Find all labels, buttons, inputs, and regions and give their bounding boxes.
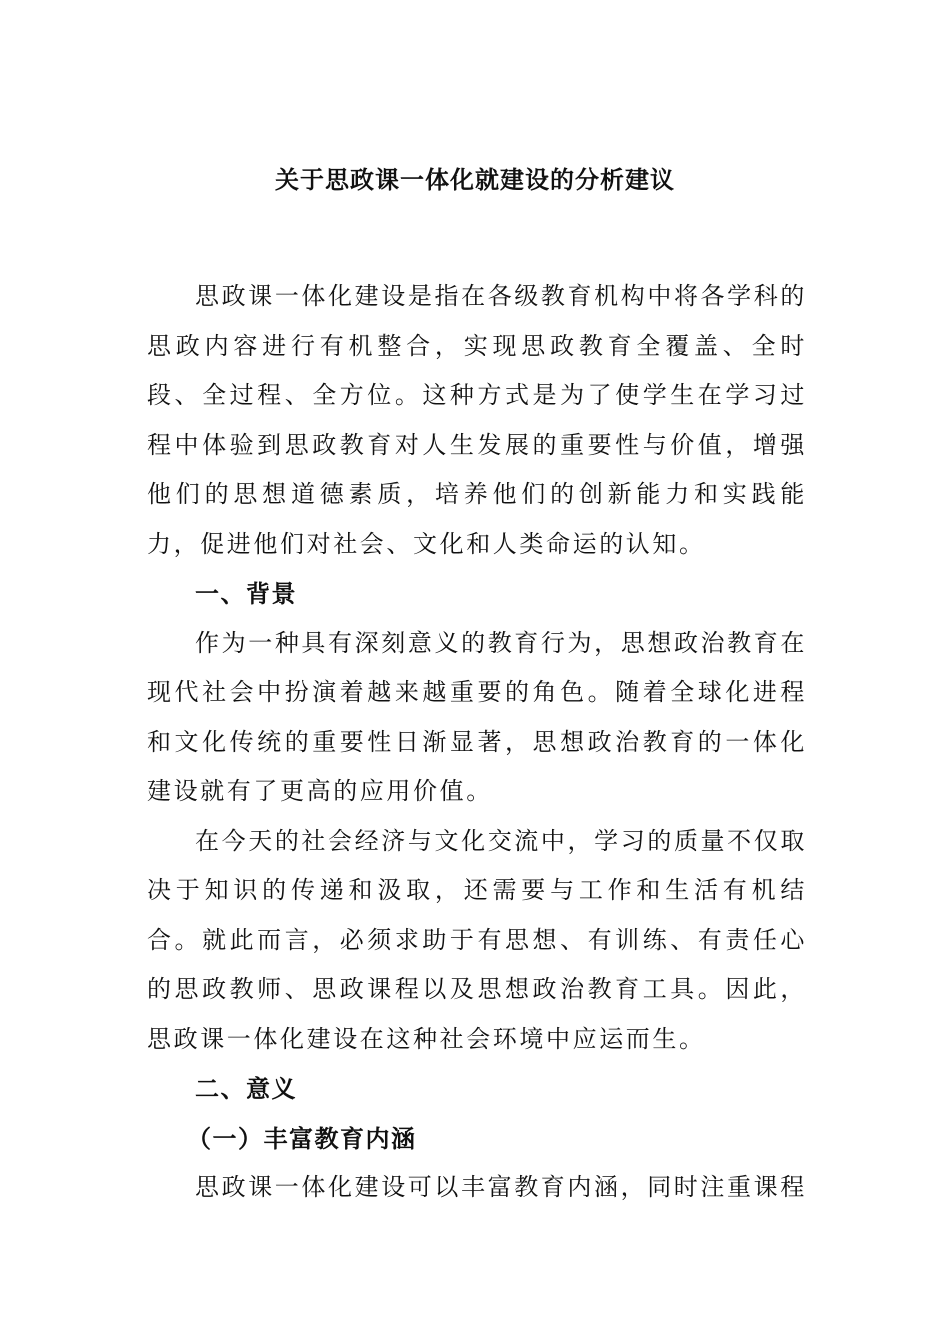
background-paragraph-2: 在今天的社会经济与文化交流中，学习的质量不仅取决于知识的传递和汲取，还需要与工作和生活有机结合。就此而言，必须求助于有思想、有训练、有责任心的思政教师、思政课程以及思想政治教育工具。因此，思政课一体化建设在这种社会环境中应运而生。 [147, 826, 807, 1053]
significance-paragraph-1: 思政课一体化建设可以丰富教育内涵，同时注重课程 [195, 1173, 807, 1201]
section-heading-significance: 二、意义 [195, 1074, 297, 1103]
background-paragraph-1: 作为一种具有深刻意义的教育行为，思想政治教育在现代社会中扮演着越来越重要的角色。随着全球化进程和文化传统的重要性日渐显著，思想政治教育的一体化建设就有了更高的应用价值。 [147, 628, 807, 805]
subsection-heading-enrich: （一）丰富教育内涵 [187, 1123, 417, 1153]
intro-paragraph: 思政课一体化建设是指在各级教育机构中将各学科的思政内容进行有机整合，实现思政教育全覆盖、全时段、全过程、全方位。这种方式是为了使学生在学习过程中体验到思政教育对人生发展的重要性与价值，增强他们的思想道德素质，培养他们的创新能力和实践能力，促进他们对社会、文化和人类命运的认知。 [147, 282, 807, 558]
document-title: 关于思政课一体化就建设的分析建议 [275, 165, 675, 194]
section-heading-background: 一、背景 [195, 579, 297, 608]
document-body [147, 272, 807, 1213]
